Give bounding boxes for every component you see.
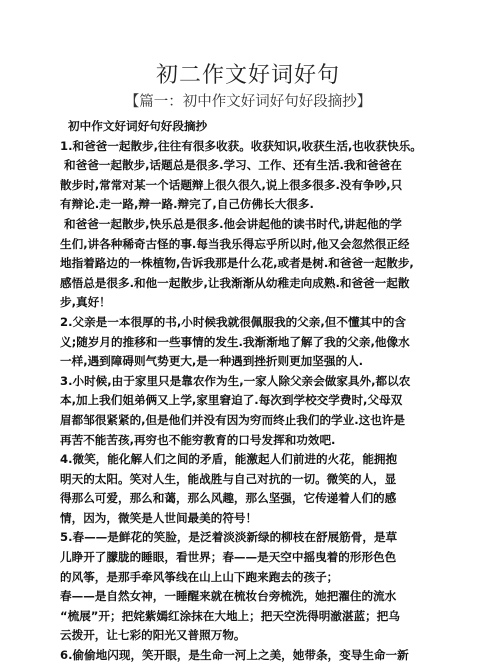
body-line: 和爸爸一起散步,话题总是很多.学习、工作、还有生活.我和爸爸在 <box>64 158 402 173</box>
body-line: 春——是自然女神，一睡醒来就在梳妆台旁梳洗，她把濯住的流水 <box>60 589 397 604</box>
body-line: 再苦不能苦孩,再穷也不能穷教育的口号发挥和功效吧. <box>60 432 336 447</box>
body-line: 地指着路边的一株植物,告诉我那是什么花,或者是树.和爸爸一起散步, <box>60 256 414 271</box>
document-subtitle: 【篇一：初中作文好词好句好段摘抄】 <box>124 94 372 110</box>
document-title: 初二作文好词好句 <box>155 63 340 88</box>
body-line: 步,真好！ <box>60 295 111 310</box>
body-line: 感悟总是很多.和他一起散步,让我渐渐从幼稚走向成熟.和爸爸一起散 <box>60 275 410 290</box>
body-line: 6.偷偷地闪现，笑开眼，是生命一河上之美，她带条，变导生命一新 <box>60 648 409 663</box>
body-line: 本,加上我们姐弟俩又上学,家里窘迫了.每次到学校交学费时,父母双 <box>60 393 403 408</box>
document-body <box>60 117 480 666</box>
body-line: 1.和爸爸一起散步,往往有很多收获。收获知识,收获生活,也收获快乐。 <box>60 138 422 153</box>
body-line: 有辩论.走一路,辩一路.辩完了,自己仿佛长大很多. <box>60 197 314 212</box>
body-line: 儿睁开了朦胧的睡眼，看世界；春——是天空中摇曳着的形形色色 <box>60 550 397 565</box>
body-line: 生们,讲各种稀奇古怪的事.每当我乐得忘乎所以时,他又会忽然很正经 <box>60 236 410 251</box>
body-line: 2.父亲是一本很厚的书,小时候我就很佩服我的父亲,但不懂其中的含 <box>60 314 406 329</box>
body-line: “梳展”开；把姹紫嫣红涂抹在大地上；把天空洗得明澈湛蓝；把乌 <box>60 608 400 623</box>
body-line: 情，因为，微笑是人世间最美的符号！ <box>60 510 258 525</box>
body-line: 一样,遇到障碍则气势更大,是一种遇到挫折则更加坚强的人. <box>60 354 364 369</box>
body-line: 4.微笑，能化解人们之间的矛盾，能激起人们前进的火花，能拥抱 <box>60 452 398 467</box>
body-line: 云拨开，让七彩的阳光又普照万物。 <box>60 628 246 643</box>
body-line: 眉都邹很紧紧的,但是他们并没有因为穷而终止我们的学业.这也许是 <box>60 412 406 427</box>
body-line: 3.小时候,由于家里只是靠农作为生,一家人除父亲会做家具外,都以农 <box>60 373 411 388</box>
body-line: 和爸爸一起散步,快乐总是很多.他会讲起他的读书时代,讲起他的学 <box>64 216 402 231</box>
body-line: 的风筝，是那手牵风筝线在山上山下跑来跑去的孩子； <box>60 569 339 584</box>
body-line: 初中作文好词好句好段摘抄 <box>68 119 208 133</box>
body-line: 得那么可爱，那么和蔼，那么风趣，那么坚强，它传递着人们的感 <box>60 491 397 506</box>
body-line: 散步时,常常对某一个话题辩上很久很久,说上很多很多.没有争吵,只 <box>60 177 403 192</box>
body-line: 义;随岁月的推移和一些事情的发生.我渐渐地了解了我的父亲,他像水 <box>60 334 410 349</box>
body-line: 5.春——是鲜花的笑脸，是泛着淡淡新绿的柳枝在舒展筋骨，是草 <box>60 530 398 545</box>
body-line: 明天的太阳。笑对人生，能战胜与自己对抗的一切。微笑的人，显 <box>60 471 397 486</box>
